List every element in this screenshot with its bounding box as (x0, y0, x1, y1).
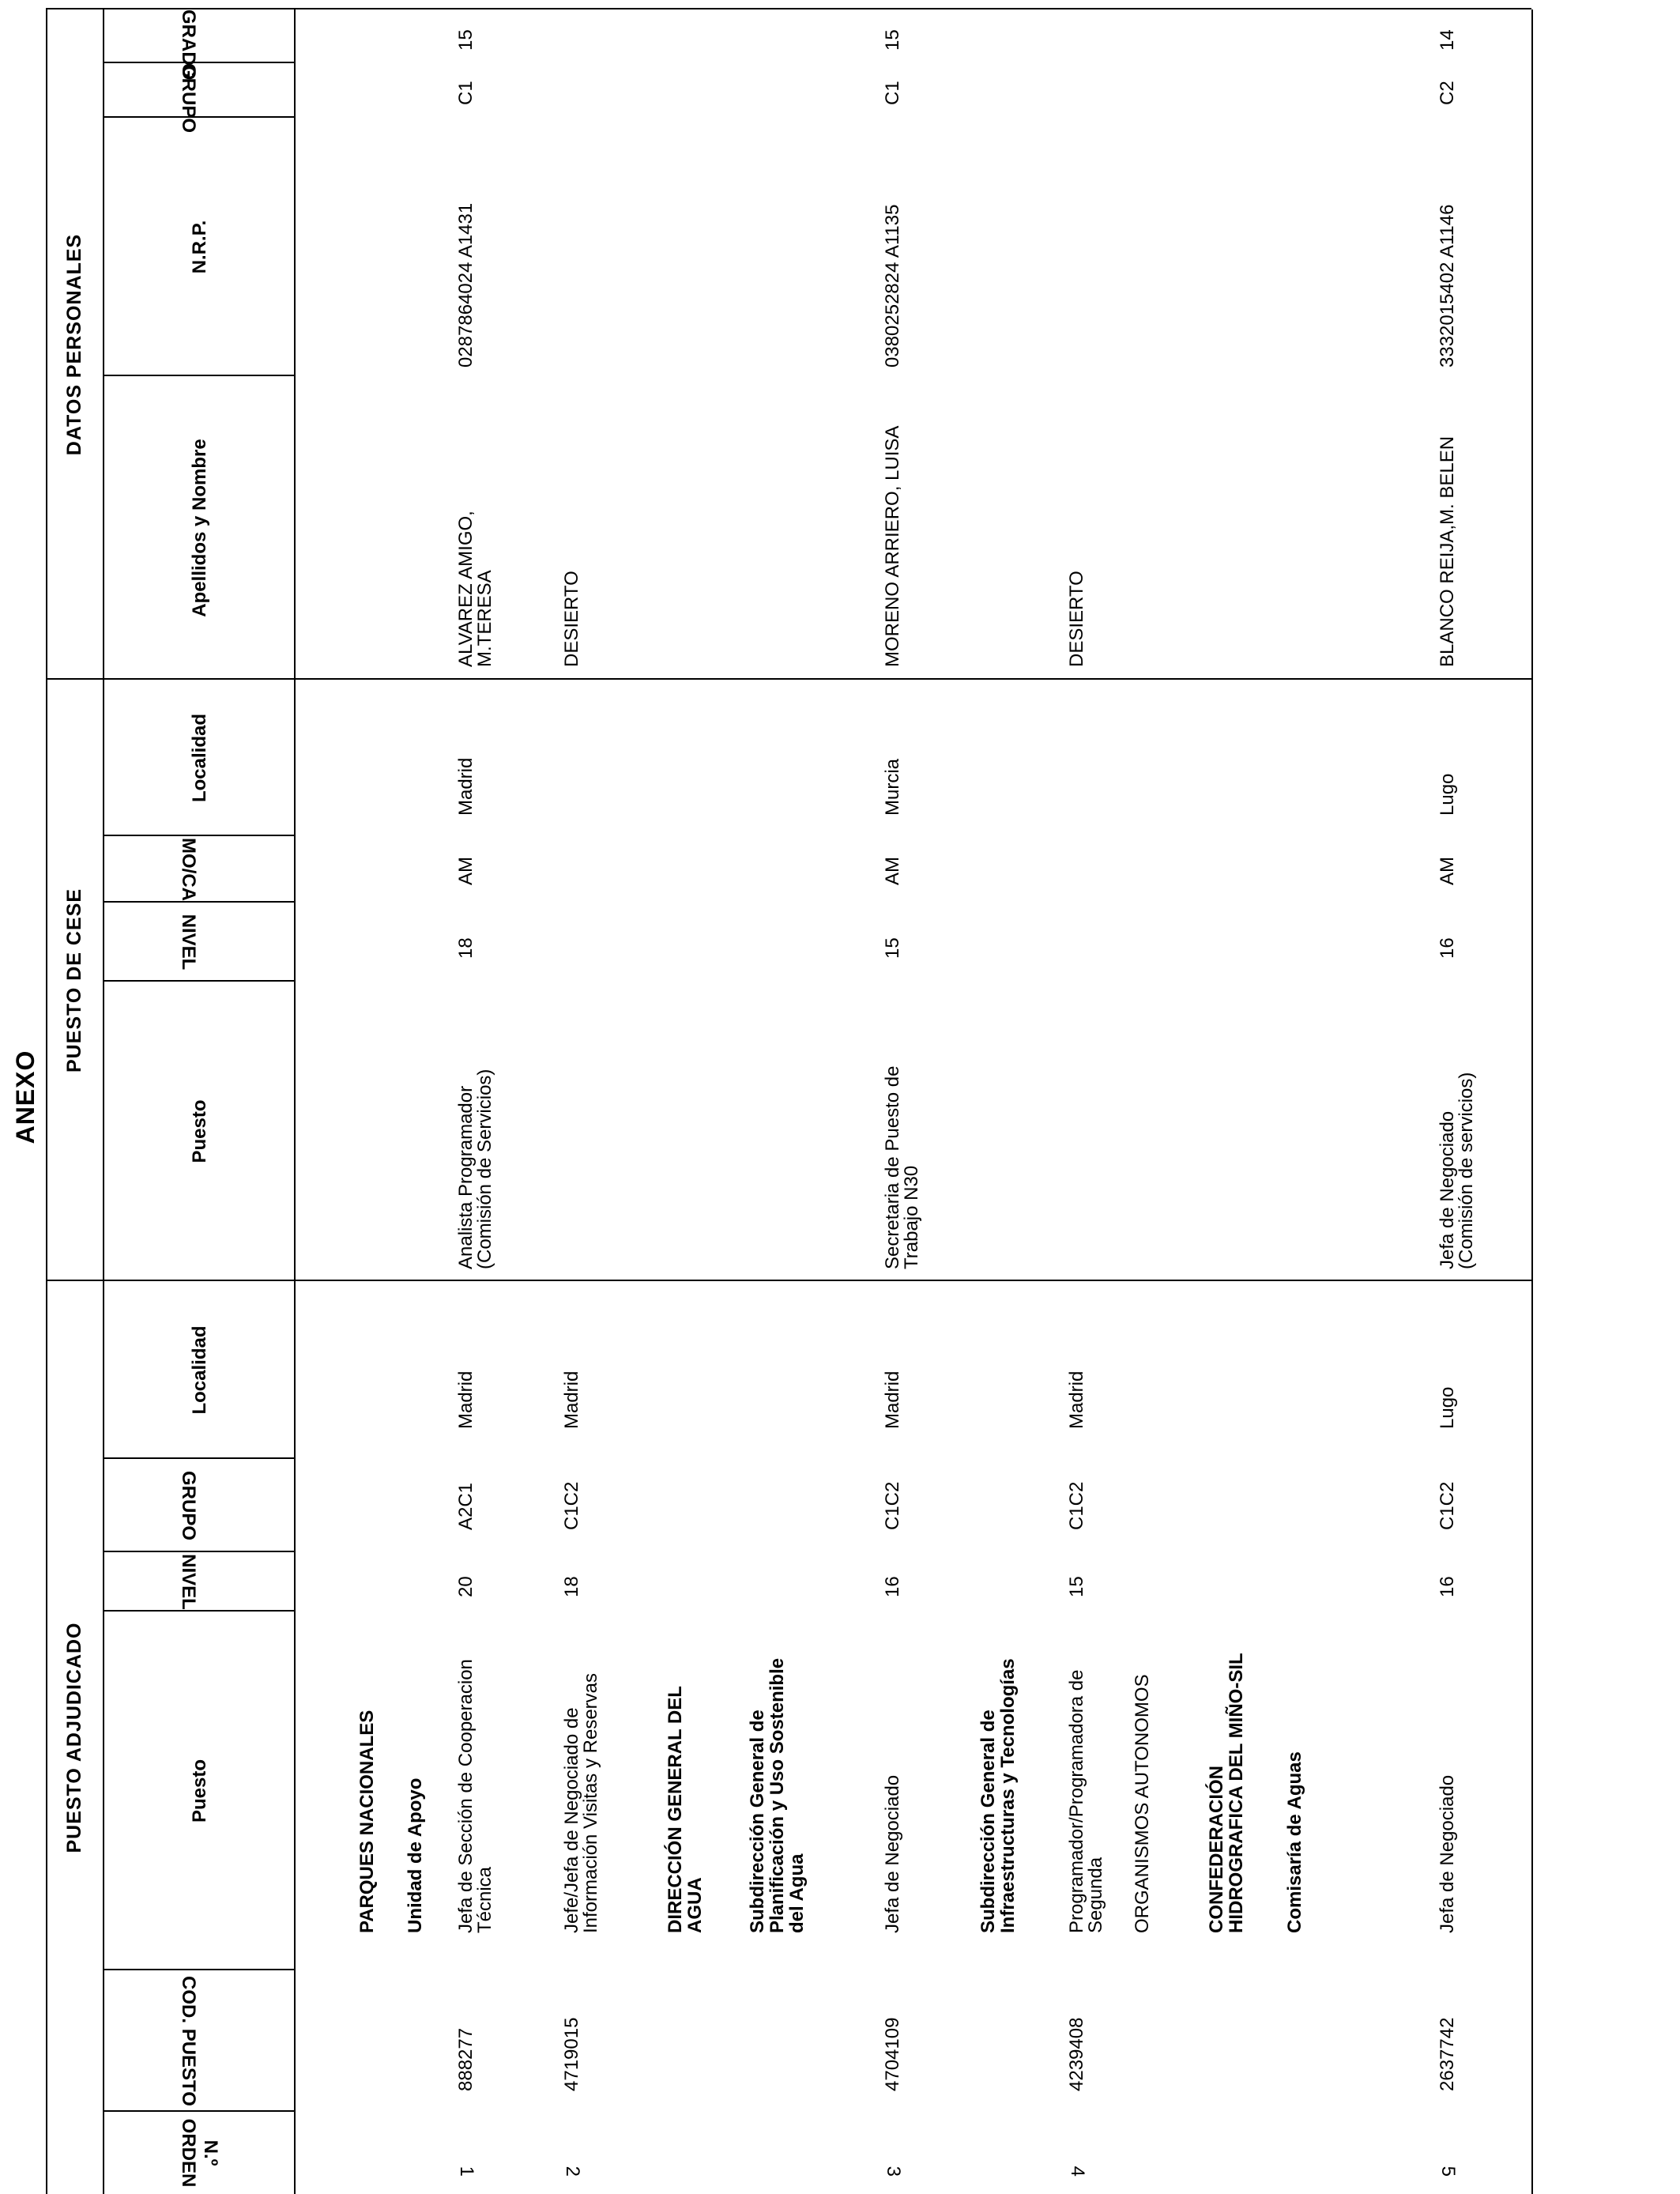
cell-nombre: DESIERTO (1066, 571, 1087, 667)
cell-localidad: Madrid (455, 1370, 477, 1429)
cell-nombre: MORENO ARRIERO, LUISA (882, 425, 903, 667)
col-header-localidad: Localidad (189, 1325, 210, 1415)
section-heading-line: del Agua (786, 1853, 808, 1933)
cell-localidad: Madrid (561, 1370, 582, 1429)
cell-nivel: 16 (882, 1576, 903, 1597)
cell-nivel: 20 (455, 1576, 477, 1597)
cell-cod: 888277 (455, 2027, 477, 2091)
col-header-cese-nivel (177, 903, 199, 982)
section-heading-line: Infraestructuras y Tecnologías (997, 1658, 1019, 1933)
cell-puesto: Jefe/Jefa de Negociado de (561, 1707, 582, 1933)
section-heading-line: Planificación y Uso Sostenible (767, 1657, 788, 1933)
cell-cese-localidad: Murcia (882, 758, 903, 816)
cell-orden: 4 (1067, 2166, 1088, 2177)
section-heading-line: CONFEDERACIÓN (1206, 1765, 1227, 1933)
cell-cese-puesto: Analista Programador (455, 1085, 477, 1269)
cell-cese-puesto: Jefa de Negociado (1437, 1110, 1458, 1269)
col-header-nombre: Apellidos y Nombre (189, 439, 210, 617)
cell-cese-nivel: 16 (1437, 937, 1458, 959)
section-heading: Comisaría de Aguas (1284, 1751, 1305, 1933)
cell-puesto: Información Visitas y Reservas (580, 1672, 601, 1933)
col-header-cese-nivel-label: NIVEL (178, 914, 199, 971)
col-header-moca-label: MO/CA (178, 838, 199, 901)
cell-nrp: 0380252824 A1135 (882, 204, 903, 368)
cell-grado: 15 (455, 29, 477, 51)
cell-cod: 4719015 (561, 2017, 582, 2091)
cell-orden: 5 (1437, 2166, 1459, 2177)
col-header-grupo (177, 1459, 199, 1552)
cell-nrp: 0287864024 A1431 (455, 202, 477, 368)
group-header-personales: DATOS PERSONALES (63, 233, 85, 456)
column-header-rule (294, 9, 296, 2194)
cell-orden: 2 (562, 2166, 583, 2177)
col-header-cod (177, 1970, 199, 2112)
cell-nivel: 18 (561, 1576, 582, 1597)
cell-grupo: C1C2 (882, 1481, 903, 1530)
cell-grado: 15 (882, 29, 903, 51)
cell-nombre: ALVAREZ AMIGO, (455, 511, 477, 667)
document-title: ANEXO (11, 1050, 40, 1144)
cell-puesto: Jefa de Sección de Cooperacion (455, 1659, 477, 1933)
col-header-grado-label: GRADO (178, 9, 199, 81)
section-heading (665, 1686, 705, 1933)
group-header-rule (103, 9, 104, 2194)
cell-puesto: Programador/Programadora de (1066, 1669, 1087, 1933)
cell-nombre: M.TERESA (474, 570, 495, 667)
cell-cese-puesto: (Comisión de Servicios) (474, 1069, 495, 1269)
section-heading (748, 1658, 807, 1933)
section-heading: Unidad de Apoyo (405, 1777, 426, 1933)
cell-p-grupo: C1 (882, 81, 903, 105)
table-right-edge (46, 8, 1531, 9)
cell-puesto: Técnica (474, 1866, 495, 1933)
cell-moca: AM (455, 857, 477, 885)
col-header-cod-label: COD. PUESTO (178, 1976, 199, 2106)
group-header-cese: PUESTO DE CESE (63, 888, 85, 1073)
cell-puesto: Segunda (1085, 1857, 1106, 1933)
cell-orden: 3 (883, 2166, 904, 2177)
cell-p-grupo: C1 (455, 81, 477, 105)
cell-moca: AM (1437, 857, 1458, 885)
section-heading-line: DIRECCIÓN GENERAL DEL (665, 1686, 686, 1933)
col-header-puesto: Puesto (189, 1759, 210, 1823)
cell-nivel: 15 (1066, 1576, 1087, 1597)
group-header-adjudicado: PUESTO ADJUDICADO (63, 1622, 85, 1853)
section-heading: PARQUES NACIONALES (356, 1710, 378, 1933)
cell-localidad: Madrid (1066, 1370, 1087, 1429)
cell-puesto: Jefa de Negociado (882, 1774, 903, 1933)
col-header-nivel-label: NIVEL (178, 1554, 199, 1610)
cell-nombre: DESIERTO (561, 571, 582, 667)
cell-localidad: Lugo (1437, 1386, 1458, 1429)
section-heading-line: Subdirección General de (977, 1710, 999, 1933)
col-header-nivel (177, 1552, 199, 1612)
col-header-grupo-label: GRUPO (178, 1470, 199, 1540)
cell-cese-localidad: Lugo (1437, 773, 1458, 816)
section-heading-line: Subdirección General de (747, 1710, 768, 1933)
table-top-rule (46, 9, 47, 2194)
cell-cod: 2637742 (1437, 2017, 1458, 2091)
cell-cese-nivel: 18 (455, 937, 477, 959)
cell-puesto: Jefa de Negociado (1437, 1774, 1458, 1933)
table-bottom-rule (1531, 9, 1533, 2194)
cell-nombre: BLANCO REIJA,M. BELEN (1437, 435, 1458, 667)
section-heading-line: AGUA (684, 1877, 706, 1933)
group-divider (46, 678, 1531, 680)
cell-orden: 1 (456, 2166, 477, 2177)
cell-cese-nivel: 15 (882, 937, 903, 959)
cell-cese-puesto: Secretaria de Puesto de (882, 1065, 903, 1269)
col-header-grado (177, 9, 199, 81)
cell-nivel: 16 (1437, 1576, 1458, 1597)
section-heading: ORGANISMOS AUTONOMOS (1132, 1674, 1153, 1933)
col-header-orden-label: N.º ORDEN (178, 2118, 221, 2188)
col-header-cese-localidad: Localidad (189, 713, 210, 803)
cell-grupo: C1C2 (561, 1481, 582, 1530)
group-divider (46, 1280, 1531, 1281)
cell-cese-puesto: (Comisión de servicios) (1456, 1072, 1477, 1269)
section-heading-line: HIDROGRAFICA DEL MIÑO-SIL (1226, 1653, 1247, 1933)
cell-grupo: A2C1 (455, 1482, 477, 1530)
section-heading (1207, 1653, 1246, 1933)
cell-p-grupo: C2 (1437, 81, 1458, 105)
col-header-orden (177, 2112, 221, 2194)
cell-cese-puesto: Trabajo N30 (901, 1165, 922, 1269)
cell-cod: 4704109 (882, 2017, 903, 2091)
col-header-nrp: N.R.P. (189, 220, 210, 274)
col-header-cese-puesto: Puesto (189, 1099, 210, 1163)
col-header-moca (177, 836, 199, 903)
cell-cod: 4239408 (1066, 2017, 1087, 2091)
cell-grupo: C1C2 (1437, 1481, 1458, 1530)
cell-grado: 14 (1437, 29, 1458, 51)
cell-cese-localidad: Madrid (455, 757, 477, 816)
cell-moca: AM (882, 857, 903, 885)
cell-nrp: 3332015402 A1146 (1437, 204, 1458, 368)
cell-localidad: Madrid (882, 1370, 903, 1429)
col-header-p-grupo-label: GRUPO (178, 63, 199, 134)
cell-grupo: C1C2 (1066, 1481, 1087, 1530)
section-heading (978, 1658, 1018, 1933)
